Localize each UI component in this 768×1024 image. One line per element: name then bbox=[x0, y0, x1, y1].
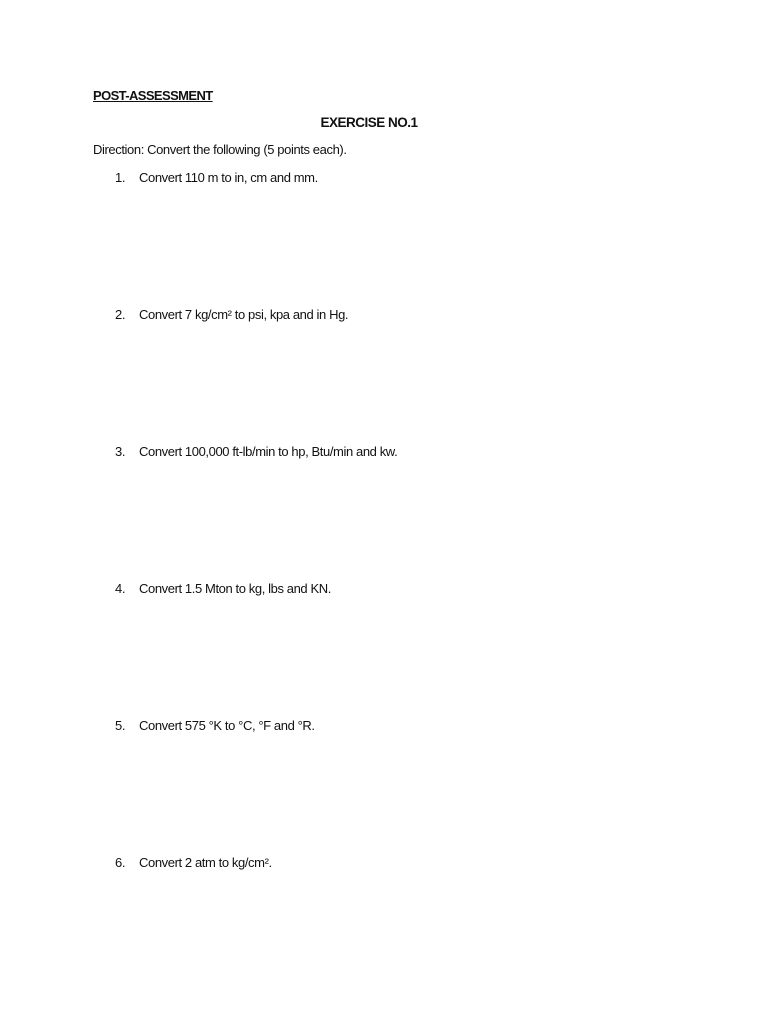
question-number: 5. bbox=[115, 718, 126, 733]
question-item bbox=[115, 718, 315, 733]
post-assessment-heading: POST-ASSESSMENT bbox=[93, 88, 213, 103]
question-number: 1. bbox=[115, 170, 126, 185]
direction-text: Direction: Convert the following (5 points each). bbox=[93, 142, 347, 157]
exercise-title bbox=[0, 115, 768, 130]
question-number: 2. bbox=[115, 307, 126, 322]
question-text: Convert 1.5 Mton to kg, lbs and KN. bbox=[139, 581, 331, 596]
exercise-title-text: EXERCISE NO.1 bbox=[320, 115, 418, 130]
question-item bbox=[115, 581, 331, 596]
question-number: 4. bbox=[115, 581, 126, 596]
question-number: 3. bbox=[115, 444, 126, 459]
question-text: Convert 100,000 ft-lb/min to hp, Btu/min and kw. bbox=[139, 444, 398, 459]
question-item bbox=[115, 307, 348, 322]
question-text: Convert 2 atm to kg/cm². bbox=[139, 855, 272, 870]
question-item bbox=[115, 855, 272, 870]
question-item bbox=[115, 170, 318, 185]
question-item bbox=[115, 444, 397, 459]
question-text: Convert 110 m to in, cm and mm. bbox=[139, 170, 318, 185]
question-number: 6. bbox=[115, 855, 126, 870]
question-text: Convert 575 °K to °C, °F and °R. bbox=[139, 718, 315, 733]
question-text: Convert 7 kg/cm² to psi, kpa and in Hg. bbox=[139, 307, 349, 322]
